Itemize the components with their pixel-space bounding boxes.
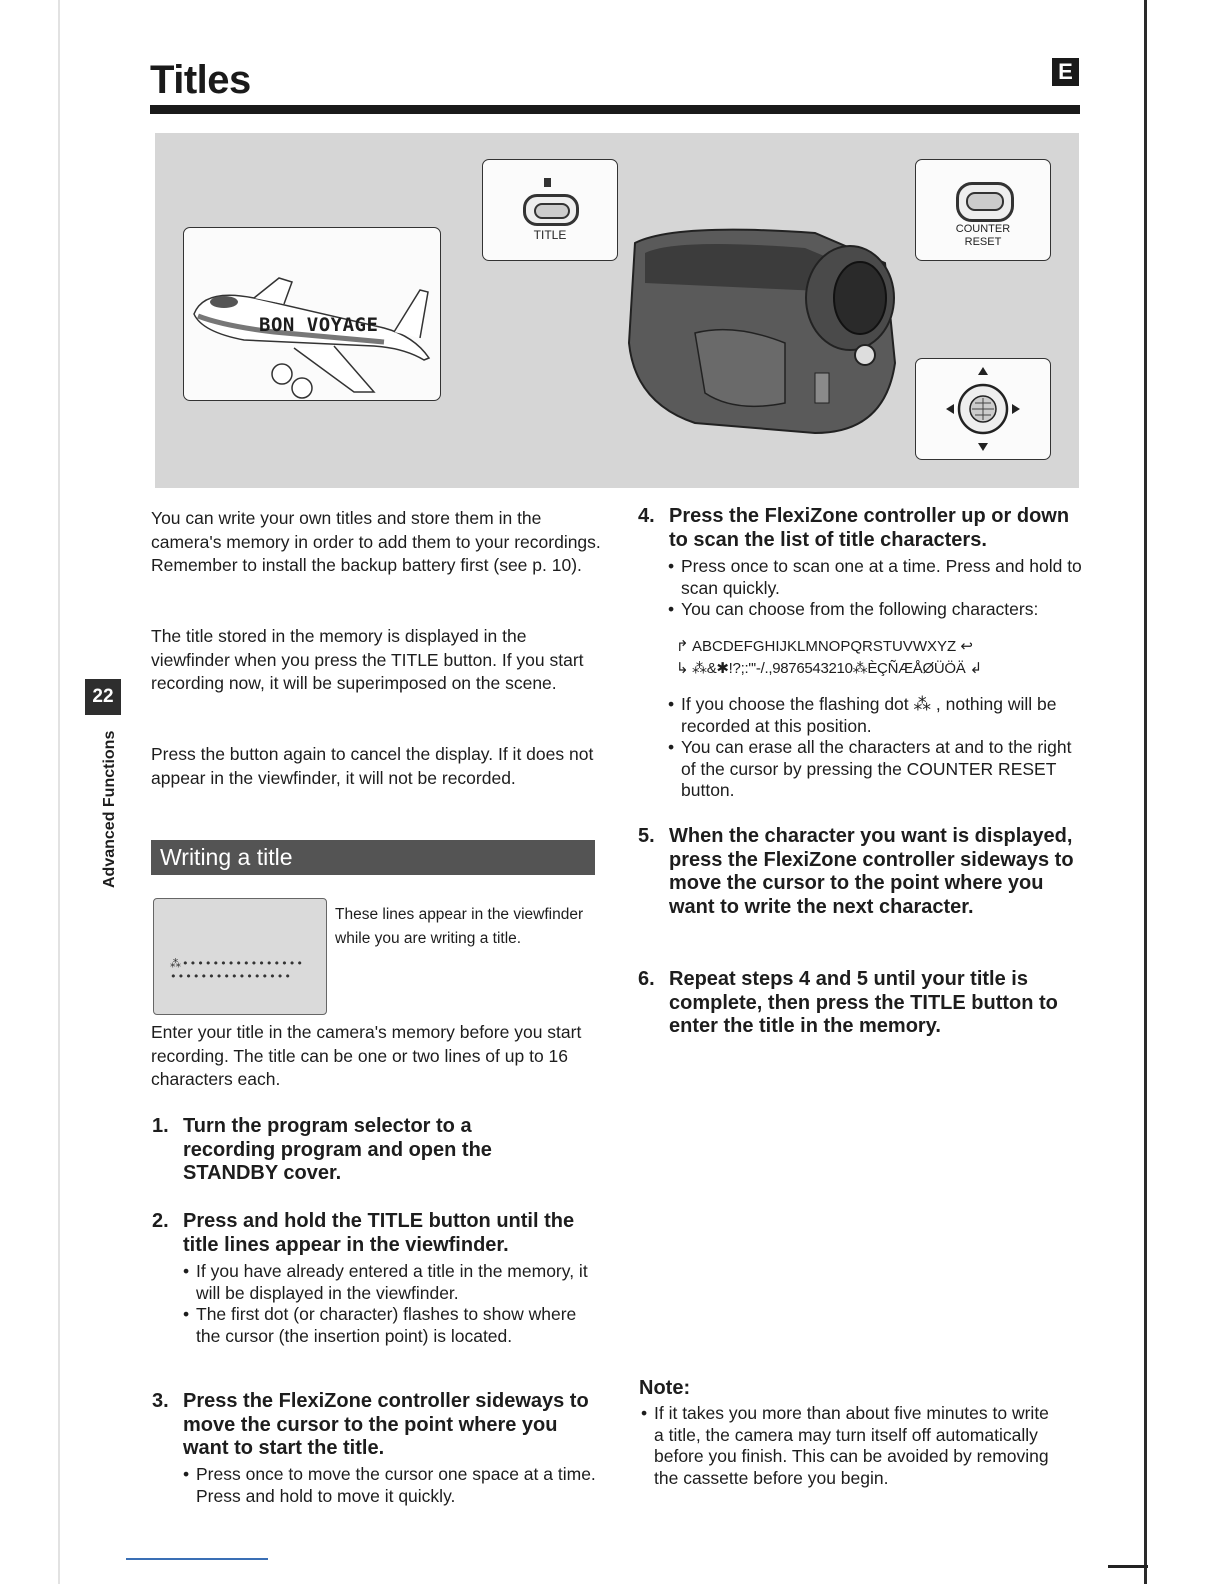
- counter-reset-button-icon: [956, 182, 1014, 222]
- counter-reset-callout: [915, 159, 1051, 261]
- title-button-callout: [482, 159, 618, 261]
- step-text: Press the FlexiZone controller up or down to scan the list of title characters.: [669, 505, 1070, 551]
- screen-preview: [183, 227, 441, 401]
- step-4-bullets: [668, 556, 1088, 621]
- character-line-1-text: ABCDEFGHIJKLMNOPQRSTUVWXYZ: [692, 638, 957, 655]
- viewfinder-caption: These lines appear in the viewfinder while you are writing a title.: [335, 906, 584, 947]
- footer-line: [126, 1558, 268, 1560]
- step-4-bullets-after: [668, 694, 1088, 802]
- step-text: Press the FlexiZone controller sideways to move the cursor to the point where you want to start the title.: [183, 1390, 589, 1459]
- indicator-mark: [544, 178, 551, 187]
- section-heading: Writing a title: [160, 844, 293, 870]
- step-number: 4.: [638, 505, 655, 527]
- character-line-1: [676, 636, 1086, 658]
- step-text: Repeat steps 4 and 5 until your title is complete, then press the TITLE button to enter the title in the memory.: [669, 968, 1058, 1037]
- step-number: 5.: [638, 825, 655, 847]
- camcorder-icon: [615, 203, 935, 443]
- title-button-icon: [523, 194, 579, 226]
- arrow-left-icon: ↩: [960, 638, 973, 655]
- arrow-right-icon: ↳: [676, 660, 689, 677]
- step-text: Turn the program selector to a recording program and open the STANDBY cover.: [183, 1115, 492, 1184]
- counter-reset-label-1: COUNTER: [955, 223, 1011, 235]
- list-item: • Press once to scan one at a time. Press and hold to scan quickly.: [668, 556, 1088, 599]
- list-item: • If you choose the flashing dot ⁂ , nothing will be recorded at this position.: [668, 694, 1088, 737]
- intro-paragraph-1: You can write your own titles and store them in the camera's memory in order to add them to your recordings. Remember to install the backup battery first (see p. 10).: [151, 508, 601, 575]
- page-edge: [58, 0, 60, 1584]
- side-section-label: Advanced Functions: [101, 730, 118, 888]
- title-button-label: TITLE: [533, 228, 567, 242]
- page-edge-right: [1144, 0, 1147, 1584]
- language-badge: E: [1052, 58, 1079, 86]
- step-number: 3.: [152, 1390, 169, 1412]
- section-heading-bar: [151, 840, 595, 875]
- arrow-left-icon: ↲: [969, 660, 983, 677]
- list-item: • The first dot (or character) flashes to show where the cursor (the insertion point) is located.: [183, 1304, 593, 1347]
- enter-title-paragraph: Enter your title in the camera's memory before you start recording. The title can be one or two lines of up to 16 characters each.: [151, 1022, 582, 1089]
- intro-paragraph-3: Press the button again to cancel the display. If it does not appear in the viewfinder, it will not be recorded.: [151, 744, 594, 788]
- viewfinder-dots-line-1: ⁂••••••••••••••••: [170, 957, 304, 970]
- arrow-right-icon: ↱: [676, 638, 689, 655]
- page-number-tab: 22: [85, 679, 121, 715]
- character-set: [676, 636, 1086, 680]
- step-number: 2.: [152, 1210, 169, 1232]
- list-item: • You can choose from the following characters:: [668, 599, 1088, 621]
- list-item: • Press once to move the cursor one space at a time. Press and hold to move it quickly.: [183, 1464, 598, 1507]
- flexizone-controller-icon: [916, 359, 1050, 459]
- screen-title-text: BON VOYAGE: [259, 314, 379, 336]
- counter-reset-label-2: RESET: [964, 236, 1002, 248]
- character-line-2-text: ⁂&✱!?;:"'-/.,9876543210⁂ÈÇÑÆÅØÜÖÄ: [692, 660, 966, 677]
- step-text: Press and hold the TITLE button until the title lines appear in the viewfinder.: [183, 1210, 575, 1256]
- step-number: 1.: [152, 1115, 169, 1137]
- camera-illustration: [155, 133, 1079, 488]
- intro-paragraph-2: The title stored in the memory is displayed in the viewfinder when you press the TITLE button. If you start recording now, it will be superimposed on the scene.: [151, 626, 584, 693]
- character-line-2: [676, 658, 1086, 680]
- step-2-bullets: [183, 1261, 593, 1347]
- step-number: 6.: [638, 968, 655, 990]
- step-text: When the character you want is displayed, press the FlexiZone controller sideways to move the cursor to the point where you want to write the next character.: [669, 825, 1074, 918]
- step-3-bullets: [183, 1464, 598, 1507]
- footer-mark: [1108, 1565, 1148, 1568]
- flexizone-callout: [915, 358, 1051, 460]
- list-item: • If you have already entered a title in the memory, it will be displayed in the viewfinder.: [183, 1261, 593, 1304]
- list-item: • You can erase all the characters at and to the right of the cursor by pressing the COUNTER RESET button.: [668, 737, 1088, 802]
- page-title: Titles: [150, 58, 251, 102]
- viewfinder-dots-line-2: ••••••••••••••••: [170, 970, 292, 983]
- note-bullets: [641, 1403, 1061, 1489]
- title-rule: [150, 105, 1080, 114]
- viewfinder-preview: [153, 898, 327, 1015]
- note-heading: Note:: [639, 1377, 691, 1399]
- note-text: • If it takes you more than about five minutes to write a title, the camera may turn itself off automatically before you finish. This can be avoided by removing the cassette before you begin.: [641, 1403, 1061, 1489]
